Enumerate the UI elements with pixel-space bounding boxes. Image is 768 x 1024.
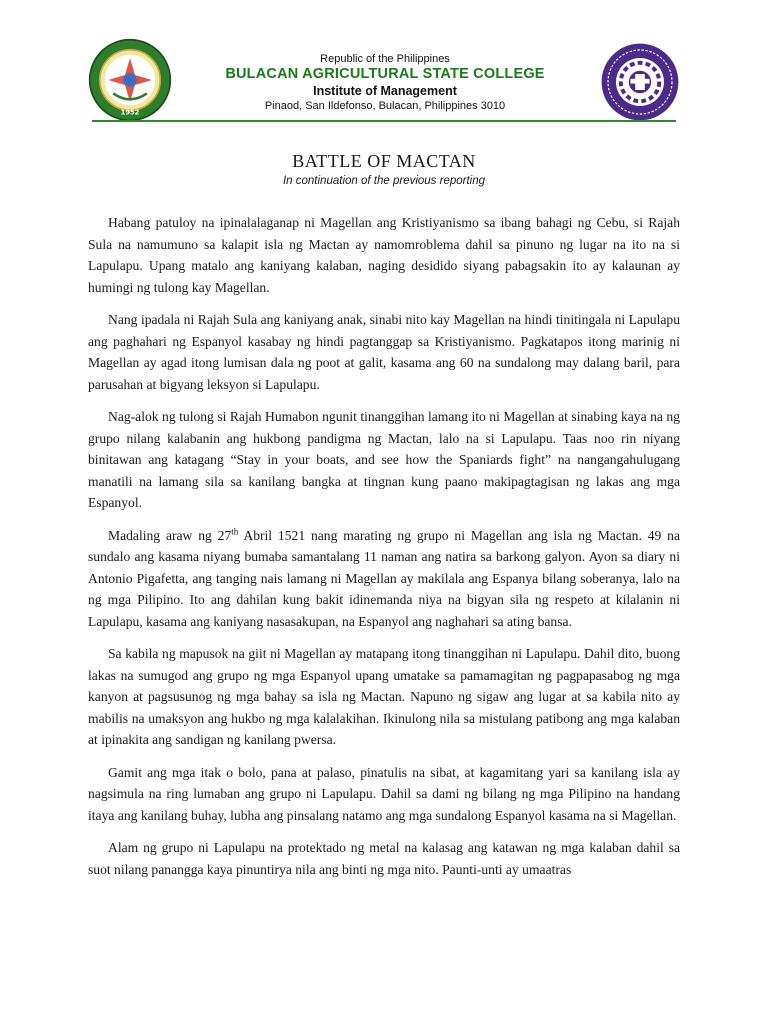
document-title: BATTLE OF MACTAN: [292, 151, 476, 171]
institute-seal-logo: [600, 42, 680, 122]
paragraph-text: Abril 1521 nang marating ng grupo ni Magellan ang isla ng Mactan. 49 na sundalo ang kasama niyang bumaba samantalang 11 naman ang natira sa barkong galyon. Ayon sa diary ni Antonio Pigafetta, ang tanging nais lamang ni Magellan ay makilala ang Espanya bilang soberanya, lalo na ng mga Pilipino. Ito ang dahilan kung bakit idinemanda niya na bigyan sila ng respeto at kilalanin ni Lapulapu, kasama ang kaniyang nasasakupan, na Espanyol ang naghahari sa ating bansa.: [88, 527, 680, 629]
paragraph: [88, 525, 680, 633]
paragraph: Habang patuloy na ipinalalaganap ni Magellan ang Kristiyanismo sa ibang bahagi ng Cebu, si Rajah Sula na namumuno sa kalapit isla ng Mactan ay namomroblema dahil sa pinuno ng lugar na ito na si Lapulapu. Upang matalo ang kaniyang kalaban, naging desidido siyang pabagsakin ito ay kalaunan ay humingi ng tulong kay Magellan.: [88, 215, 680, 295]
college-address: Pinaod, San Ildefonso, Bulacan, Philippines 3010: [264, 100, 506, 112]
header-divider: [92, 120, 676, 122]
document-body: [88, 212, 680, 891]
paragraph-text: Madaling araw ng 27: [108, 527, 232, 543]
institute-name: Institute of Management: [313, 84, 457, 98]
college-seal-logo: [88, 38, 172, 122]
paragraph: Sa kabila ng mapusok na giit ni Magellan ay matapang itong tinanggihan ni Lapulapu. Dahil dito, buong lakas na sumugod ang grupo ng mga Espanyol upang umatake sa pamamagitan ng pagpapasabog ng mga kanyon at pagsusunog ng mga bahay sa isla ng Mactan. Napuno ng sigaw ang lugar at sa kabila nito ay mabilis na umaksyon ang hukbo ng mga kalalakihan. Ikinulong nila sa mistulang patibong ang mga kalaban at ipinakita ang sandigan ng kanilang pwersa.: [88, 646, 680, 747]
paragraph: Nag-alok ng tulong si Rajah Humabon ngunit tinanggihan lamang ito ni Magellan at sinabing kaya na ng grupo nilang kalabanin ang hukbong pandigma ng Mactan, lalo na si Lapulapu. Taas noo rin niyang binitawan ang katagang “Stay in your boats, and see how the Spaniards fight” na nangangahulugang manatili na lamang sila sa kanilang bangka at tingnan kung paano makipagtagisan ng lakas ang mga Espanyol.: [88, 409, 680, 510]
ordinal-suffix: th: [231, 525, 239, 536]
document-header: [0, 0, 768, 128]
document-subtitle: In continuation of the previous reporting: [282, 175, 486, 187]
paragraph: Alam ng grupo ni Lapulapu na protektado ng metal na kalasag ang katawan ng mga kalaban dahil sa suot nilang panangga kaya pinuntirya nila ang binti ng mga nito. Paunti-unti ay umaatras: [88, 840, 680, 877]
republic-line: Republic of the Philippines: [320, 53, 450, 65]
paragraph: Gamit ang mga itak o bolo, pana at palaso, pinatulis na sibat, at kagamitang yari sa kanilang isla ay nagsimula na ring lumaban ang grupo ni Lapulapu. Dahil sa dami ng bilang ng mga Pilipino na handang itaya ang kanilang buhay, lubha ang pinsalang natamo ang mga sundalong Espanyol kasama na si Magellan.: [88, 764, 680, 823]
seal-year: 1952: [120, 108, 140, 117]
college-name: BULACAN AGRICULTURAL STATE COLLEGE: [225, 66, 545, 82]
institution-block: [180, 52, 590, 113]
paragraph: Nang ipadala ni Rajah Sula ang kaniyang anak, sinabi nito kay Magellan na hindi tinitingala ni Lapulapu ang paghahari ng Espanyol kasabay ng hindi pagtanggap sa Kristiyanismo. Pagkatapos itong marinig ni Magellan ay agad itong lumisan dala ng poot at galit, kasama ang 60 na sundalong may dalang baril, para parusahan at bigyang leksyon si Lapulapu.: [88, 312, 680, 392]
